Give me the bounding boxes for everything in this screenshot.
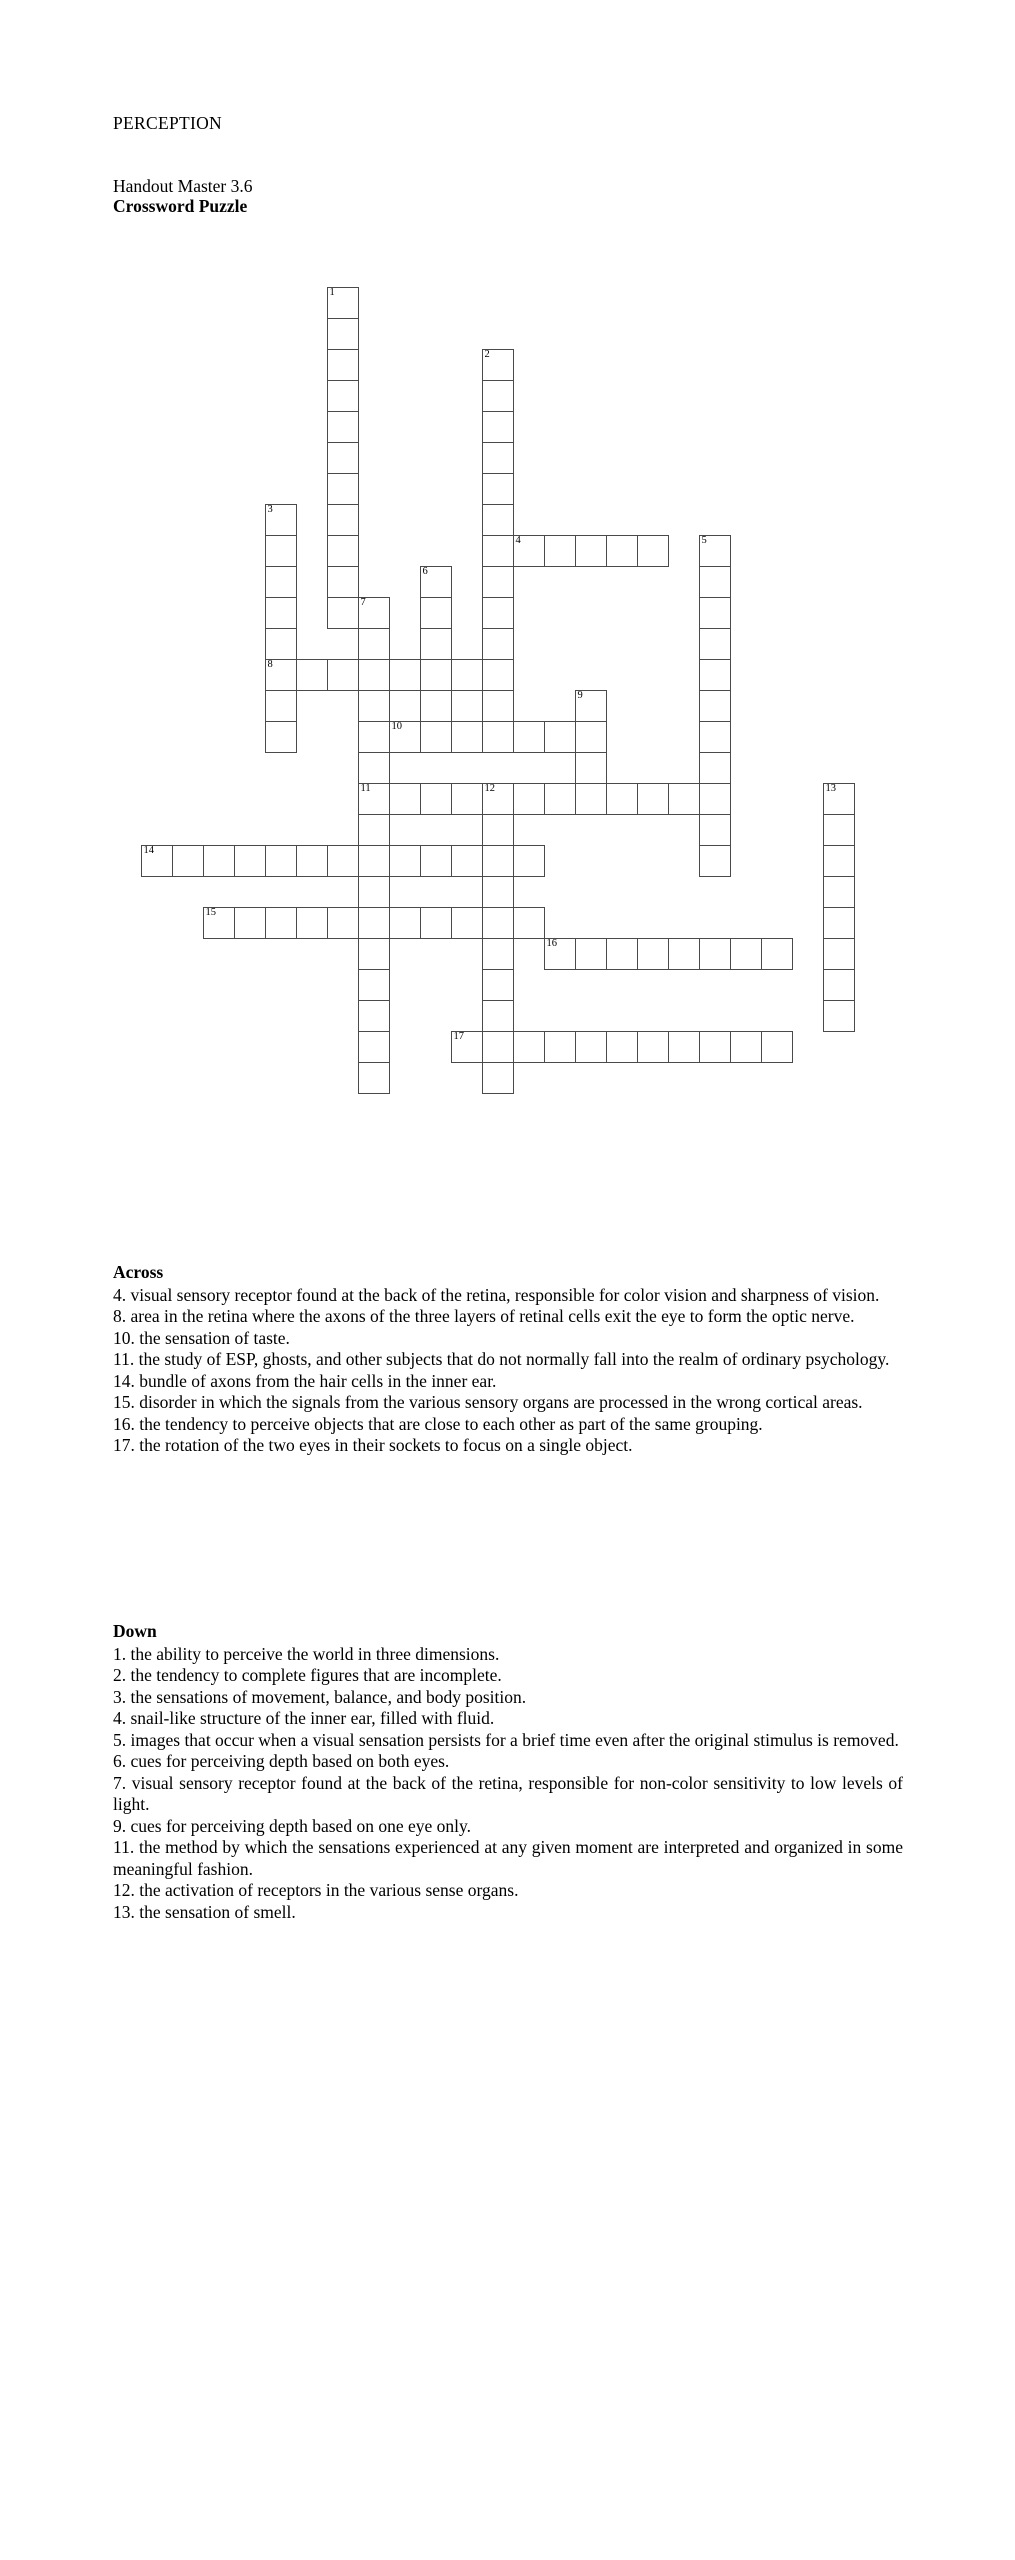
crossword-cell[interactable] — [358, 1062, 390, 1094]
crossword-cell[interactable] — [606, 1031, 638, 1063]
crossword-cell[interactable] — [823, 845, 855, 877]
crossword-cell[interactable] — [172, 845, 204, 877]
crossword-cell[interactable] — [699, 566, 731, 598]
crossword-cell[interactable] — [730, 938, 762, 970]
crossword-cell[interactable] — [699, 783, 731, 815]
crossword-cell[interactable] — [668, 938, 700, 970]
crossword-cell[interactable] — [699, 721, 731, 753]
crossword-cell[interactable] — [482, 349, 514, 381]
crossword-cell-number: 10 — [391, 721, 402, 732]
clue-item: 8. area in the retina where the axons of the three layers of retinal cells exit the eye to form the optic nerve. — [113, 1306, 855, 1326]
down-clue-list — [113, 1644, 903, 1924]
crossword-cell[interactable] — [637, 783, 669, 815]
crossword-cell-number: 6 — [422, 566, 428, 577]
crossword-cell[interactable] — [823, 938, 855, 970]
crossword-cell[interactable] — [699, 752, 731, 784]
crossword-cell[interactable] — [265, 628, 297, 660]
crossword-cell[interactable] — [358, 907, 390, 939]
crossword-cell[interactable] — [575, 721, 607, 753]
crossword-cell[interactable] — [296, 845, 328, 877]
crossword-cell[interactable] — [451, 721, 483, 753]
crossword-cell-number: 3 — [267, 504, 273, 515]
crossword-cell[interactable] — [358, 690, 390, 722]
crossword-cell[interactable] — [420, 721, 452, 753]
crossword-cell[interactable] — [575, 752, 607, 784]
crossword-cell[interactable] — [575, 1031, 607, 1063]
crossword-cell-number: 11 — [360, 783, 371, 794]
crossword-cell[interactable] — [606, 938, 638, 970]
crossword-cell[interactable] — [823, 814, 855, 846]
crossword-cell[interactable] — [420, 907, 452, 939]
crossword-cell[interactable] — [637, 535, 669, 567]
crossword-cell[interactable] — [420, 597, 452, 629]
clue-item: 13. the sensation of smell. — [113, 1901, 296, 1922]
crossword-cell[interactable] — [420, 845, 452, 877]
crossword-cell[interactable] — [327, 566, 359, 598]
clue-item: 6. cues for perceiving depth based on both eyes. — [113, 1751, 450, 1771]
crossword-cell[interactable] — [482, 628, 514, 660]
down-heading: Down — [113, 1621, 157, 1641]
crossword-cell-number: 9 — [577, 690, 583, 701]
crossword-cell[interactable] — [823, 1000, 855, 1032]
crossword-cell[interactable] — [575, 783, 607, 815]
clue-item: 17. the rotation of the two eyes in their sockets to focus on a single object. — [113, 1435, 633, 1455]
crossword-cell[interactable] — [265, 659, 297, 691]
crossword-cell[interactable] — [358, 597, 390, 629]
clue-item: 7. visual sensory receptor found at the back of the retina, responsible for non-color sensitivity to low levels of light. — [113, 1772, 903, 1814]
crossword-cell[interactable] — [544, 535, 576, 567]
clue-item: 11. the study of ESP, ghosts, and other subjects that do not normally fall into the realm of ordinary psychology. — [113, 1349, 890, 1369]
crossword-cell-number: 12 — [484, 783, 495, 794]
crossword-cell[interactable] — [327, 287, 359, 319]
crossword-cell[interactable] — [265, 907, 297, 939]
crossword-cell[interactable] — [482, 845, 514, 877]
crossword-cell[interactable] — [389, 721, 421, 753]
handout-label: Handout Master 3.6 — [113, 176, 253, 196]
crossword-cell-number: 4 — [515, 535, 521, 546]
crossword-cell[interactable] — [327, 380, 359, 412]
crossword-cell[interactable] — [265, 721, 297, 753]
page-title: Crossword Puzzle — [113, 196, 248, 216]
crossword-cell[interactable] — [513, 1031, 545, 1063]
crossword-cell[interactable] — [823, 876, 855, 908]
crossword-cell[interactable] — [358, 814, 390, 846]
clue-item: 10. the sensation of taste. — [113, 1327, 290, 1348]
crossword-cell[interactable] — [451, 1031, 483, 1063]
crossword-cell[interactable] — [482, 566, 514, 598]
crossword-cell[interactable] — [451, 783, 483, 815]
crossword-cell[interactable] — [482, 783, 514, 815]
crossword-cell[interactable] — [451, 659, 483, 691]
crossword-cell[interactable] — [699, 1031, 731, 1063]
crossword-cell[interactable] — [575, 535, 607, 567]
crossword-cell[interactable] — [265, 597, 297, 629]
crossword-cell[interactable] — [358, 1031, 390, 1063]
across-heading: Across — [113, 1262, 164, 1282]
crossword-cell[interactable] — [606, 535, 638, 567]
crossword-cell[interactable] — [668, 1031, 700, 1063]
crossword-cell[interactable] — [482, 1031, 514, 1063]
crossword-cell[interactable] — [699, 814, 731, 846]
crossword-cell[interactable] — [482, 690, 514, 722]
crossword-cell[interactable] — [482, 535, 514, 567]
crossword-cell-number: 7 — [360, 597, 366, 608]
crossword-cell[interactable] — [482, 380, 514, 412]
crossword-cell[interactable] — [141, 845, 173, 877]
crossword-cell[interactable] — [358, 783, 390, 815]
crossword-cell[interactable] — [358, 752, 390, 784]
crossword-cell[interactable] — [234, 845, 266, 877]
crossword-cell[interactable] — [544, 1031, 576, 1063]
crossword-cell[interactable] — [420, 659, 452, 691]
crossword-cell[interactable] — [699, 535, 731, 567]
crossword-grid — [0, 0, 1015, 1130]
crossword-cell[interactable] — [327, 907, 359, 939]
crossword-cell[interactable] — [637, 938, 669, 970]
crossword-cell[interactable] — [699, 690, 731, 722]
unit-title: PERCEPTION — [113, 113, 222, 133]
crossword-cell[interactable] — [513, 535, 545, 567]
clue-item: 15. disorder in which the signals from the various sensory organs are processed in the wrong cortical areas. — [113, 1392, 863, 1412]
crossword-cell[interactable] — [358, 876, 390, 908]
crossword-cell[interactable] — [265, 535, 297, 567]
crossword-cell[interactable] — [265, 504, 297, 536]
crossword-cell[interactable] — [296, 907, 328, 939]
clue-item: 11. the method by which the sensations experienced at any given moment are interpreted and organized in some meaningful fashion. — [113, 1837, 903, 1879]
clue-item: 4. visual sensory receptor found at the back of the retina, responsible for color vision and sharpness of vision. — [113, 1284, 880, 1305]
crossword-cell-number: 13 — [825, 783, 836, 794]
crossword-cell[interactable] — [327, 597, 359, 629]
crossword-cell[interactable] — [482, 597, 514, 629]
crossword-cell[interactable] — [482, 1062, 514, 1094]
crossword-cell[interactable] — [358, 1000, 390, 1032]
crossword-cell[interactable] — [296, 659, 328, 691]
crossword-cell[interactable] — [761, 1031, 793, 1063]
crossword-cell[interactable] — [699, 628, 731, 660]
crossword-cell[interactable] — [482, 1000, 514, 1032]
crossword-cell[interactable] — [482, 442, 514, 474]
crossword-cell[interactable] — [482, 876, 514, 908]
crossword-cell-number: 5 — [701, 535, 707, 546]
crossword-cell[interactable] — [358, 628, 390, 660]
crossword-cell[interactable] — [699, 845, 731, 877]
clue-item: 4. snail-like structure of the inner ear, filled with fluid. — [113, 1708, 495, 1728]
crossword-cell[interactable] — [699, 597, 731, 629]
crossword-cell-number: 1 — [329, 287, 335, 298]
crossword-cell[interactable] — [358, 845, 390, 877]
crossword-cell[interactable] — [327, 473, 359, 505]
clue-item: 16. the tendency to perceive objects that are close to each other as part of the same grouping. — [113, 1413, 763, 1434]
crossword-cell[interactable] — [544, 721, 576, 753]
crossword-cell[interactable] — [482, 814, 514, 846]
crossword-cell[interactable] — [482, 411, 514, 443]
crossword-cell[interactable] — [234, 907, 266, 939]
crossword-cell[interactable] — [358, 659, 390, 691]
clue-item: 2. the tendency to complete figures that are incomplete. — [113, 1665, 502, 1685]
clue-item: 5. images that occur when a visual sensation persists for a brief time even after the original stimulus is removed. — [113, 1729, 899, 1750]
crossword-cell-number: 14 — [143, 845, 154, 856]
crossword-cell[interactable] — [482, 504, 514, 536]
crossword-cell[interactable] — [606, 783, 638, 815]
crossword-cell[interactable] — [544, 938, 576, 970]
crossword-cell[interactable] — [513, 783, 545, 815]
crossword-cell-number: 16 — [546, 938, 557, 949]
crossword-cell[interactable] — [513, 907, 545, 939]
crossword-cell[interactable] — [327, 659, 359, 691]
clue-item: 12. the activation of receptors in the various sense organs. — [113, 1880, 519, 1900]
crossword-cell[interactable] — [327, 318, 359, 350]
crossword-cell-number: 2 — [484, 349, 490, 360]
crossword-cell[interactable] — [358, 721, 390, 753]
crossword-cell-number: 15 — [205, 907, 216, 918]
crossword-cell[interactable] — [420, 628, 452, 660]
crossword-cell[interactable] — [513, 845, 545, 877]
crossword-cell[interactable] — [265, 690, 297, 722]
crossword-cell[interactable] — [513, 721, 545, 753]
crossword-cell[interactable] — [823, 783, 855, 815]
crossword-cell[interactable] — [327, 504, 359, 536]
crossword-cell[interactable] — [482, 721, 514, 753]
across-clue-list — [113, 1285, 903, 1457]
crossword-cell[interactable] — [327, 845, 359, 877]
crossword-cell[interactable] — [389, 659, 421, 691]
crossword-cell[interactable] — [761, 938, 793, 970]
crossword-cell[interactable] — [823, 969, 855, 1001]
crossword-cell[interactable] — [823, 907, 855, 939]
down-clues-section — [113, 1621, 903, 1923]
crossword-cell[interactable] — [389, 845, 421, 877]
clue-item: 14. bundle of axons from the hair cells in the inner ear. — [113, 1370, 497, 1391]
crossword-cell[interactable] — [482, 969, 514, 1001]
crossword-cell[interactable] — [482, 907, 514, 939]
crossword-cell[interactable] — [699, 938, 731, 970]
crossword-cell[interactable] — [265, 566, 297, 598]
crossword-cell[interactable] — [420, 783, 452, 815]
crossword-cell[interactable] — [451, 907, 483, 939]
crossword-cell[interactable] — [699, 659, 731, 691]
crossword-cell[interactable] — [637, 1031, 669, 1063]
crossword-cell[interactable] — [668, 783, 700, 815]
crossword-cell[interactable] — [327, 442, 359, 474]
crossword-cell[interactable] — [482, 473, 514, 505]
crossword-cell[interactable] — [730, 1031, 762, 1063]
crossword-cell[interactable] — [358, 938, 390, 970]
crossword-cell[interactable] — [451, 845, 483, 877]
crossword-cell[interactable] — [420, 690, 452, 722]
crossword-cell[interactable] — [420, 566, 452, 598]
crossword-cell[interactable] — [327, 535, 359, 567]
crossword-cell[interactable] — [203, 907, 235, 939]
crossword-cell-number: 8 — [267, 659, 273, 670]
crossword-cell[interactable] — [575, 938, 607, 970]
crossword-cell[interactable] — [265, 845, 297, 877]
crossword-cell[interactable] — [389, 907, 421, 939]
crossword-cell[interactable] — [327, 411, 359, 443]
clue-item: 9. cues for perceiving depth based on one eye only. — [113, 1815, 471, 1836]
crossword-cell[interactable] — [358, 969, 390, 1001]
crossword-cell[interactable] — [482, 938, 514, 970]
crossword-cell[interactable] — [389, 783, 421, 815]
clue-item: 1. the ability to perceive the world in three dimensions. — [113, 1643, 500, 1664]
across-clues-section — [113, 1262, 903, 1457]
clue-item: 3. the sensations of movement, balance, and body position. — [113, 1686, 527, 1707]
crossword-cell[interactable] — [327, 349, 359, 381]
crossword-cell[interactable] — [482, 659, 514, 691]
crossword-cell-number: 17 — [453, 1031, 464, 1042]
crossword-cell[interactable] — [544, 783, 576, 815]
crossword-cell[interactable] — [203, 845, 235, 877]
crossword-cell[interactable] — [575, 690, 607, 722]
